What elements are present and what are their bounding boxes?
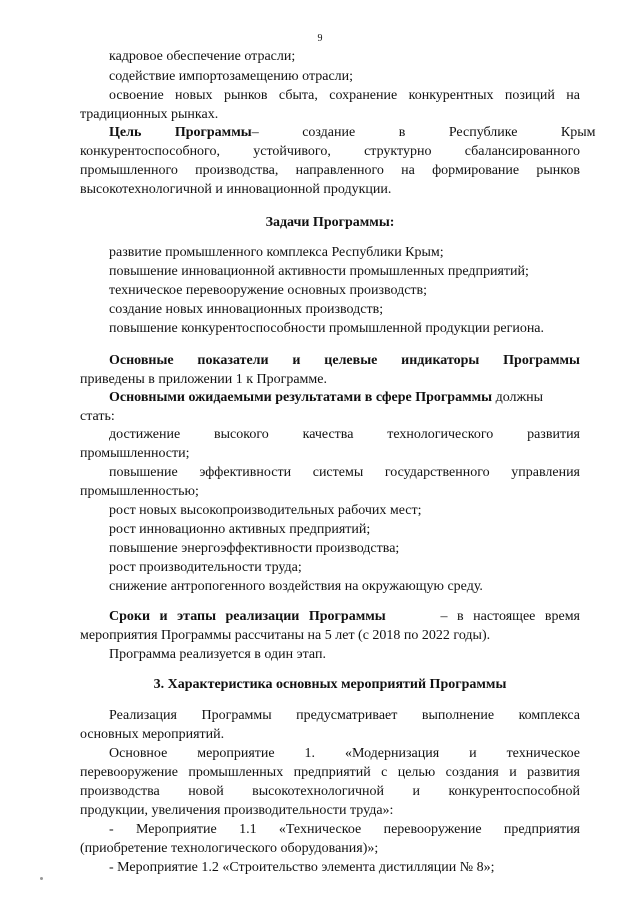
scan-mark — [40, 877, 43, 880]
paragraph-line: содействие импортозамещению отрасли; — [109, 69, 354, 84]
paragraph-line: кадровое обеспечение отрасли; — [109, 49, 296, 64]
paragraph-line: промышленного производства, направленного на формирование рынков — [80, 163, 580, 178]
terms-line — [109, 609, 580, 625]
task-item: техническое перевооружение основных производств; — [109, 283, 428, 298]
indicators-label: Основные показатели и целевые индикаторы Программы — [109, 353, 580, 368]
paragraph-line: Основное мероприятие 1. «Модернизация и техническое — [109, 746, 580, 761]
paragraph-line: (приобретение технологического оборудования)»; — [80, 841, 379, 856]
paragraph-line: - Мероприятие 1.1 «Техническое перевооружение предприятия — [109, 822, 580, 837]
results-line — [109, 390, 580, 406]
paragraph-line: высокотехнологичной и инновационной продукции. — [80, 182, 392, 197]
result-item: промышленностью; — [80, 484, 199, 499]
paragraph-line: Программа реализуется в один этап. — [109, 647, 326, 662]
result-item: достижение высокого качества технологического развития — [109, 427, 580, 442]
terms-text: – в настоящее время — [440, 609, 580, 624]
task-item: создание новых инновационных производств; — [109, 302, 384, 317]
goal-label: Цель Программы — [109, 125, 252, 140]
task-item: повышение конкурентоспособности промышленной продукции региона. — [109, 321, 545, 336]
result-item: промышленности; — [80, 446, 190, 461]
paragraph-line: стать: — [80, 409, 115, 424]
task-item: повышение инновационной активности промышленных предприятий; — [109, 264, 529, 279]
paragraph-line: приведены в приложении 1 к Программе. — [80, 372, 327, 387]
result-item: рост инновационно активных предприятий; — [109, 522, 371, 537]
results-label: Основными ожидаемыми результатами в сфере Программы — [109, 390, 493, 405]
section-3-heading: 3. Характеристика основных мероприятий Программы — [153, 677, 507, 692]
paragraph-line: конкурентоспособного, устойчивого, структурно сбалансированного — [80, 144, 580, 159]
paragraph-line: производства новой высокотехнологичной и конкурентоспособной — [80, 784, 580, 799]
goal-text: – создание в Республике Крым — [251, 125, 596, 140]
result-item: повышение эффективности системы государственного управления — [109, 465, 580, 480]
paragraph-line: основных мероприятий. — [80, 727, 225, 742]
page-number: 9 — [317, 33, 323, 44]
paragraph-line: традиционных рынках. — [80, 107, 219, 122]
results-text: должны — [492, 390, 544, 405]
result-item: рост производительности труда; — [109, 560, 302, 575]
paragraph-line: освоение новых рынков сбыта, сохранение конкурентных позиций на — [109, 88, 580, 103]
terms-label: Сроки и этапы реализации Программы — [109, 609, 386, 624]
paragraph-line: мероприятия Программы рассчитаны на 5 лет (с 2018 по 2022 годы). — [80, 628, 491, 643]
result-item: повышение энергоэффективности производства; — [109, 541, 400, 556]
result-item: рост новых высокопроизводительных рабочих мест; — [109, 503, 422, 518]
tasks-heading: Задачи Программы: — [265, 215, 395, 230]
paragraph-line: перевооружение промышленных предприятий с целью создания и развития — [80, 765, 580, 780]
result-item: снижение антропогенного воздействия на окружающую среду. — [109, 579, 483, 594]
paragraph-line: - Мероприятие 1.2 «Строительство элемента дистилляции № 8»; — [109, 860, 495, 875]
paragraph-line: Реализация Программы предусматривает выполнение комплекса — [109, 708, 580, 723]
paragraph-line: продукции, увеличения производительности труда»: — [80, 803, 394, 818]
goal-line — [109, 125, 596, 141]
task-item: развитие промышленного комплекса Республики Крым; — [109, 245, 444, 260]
